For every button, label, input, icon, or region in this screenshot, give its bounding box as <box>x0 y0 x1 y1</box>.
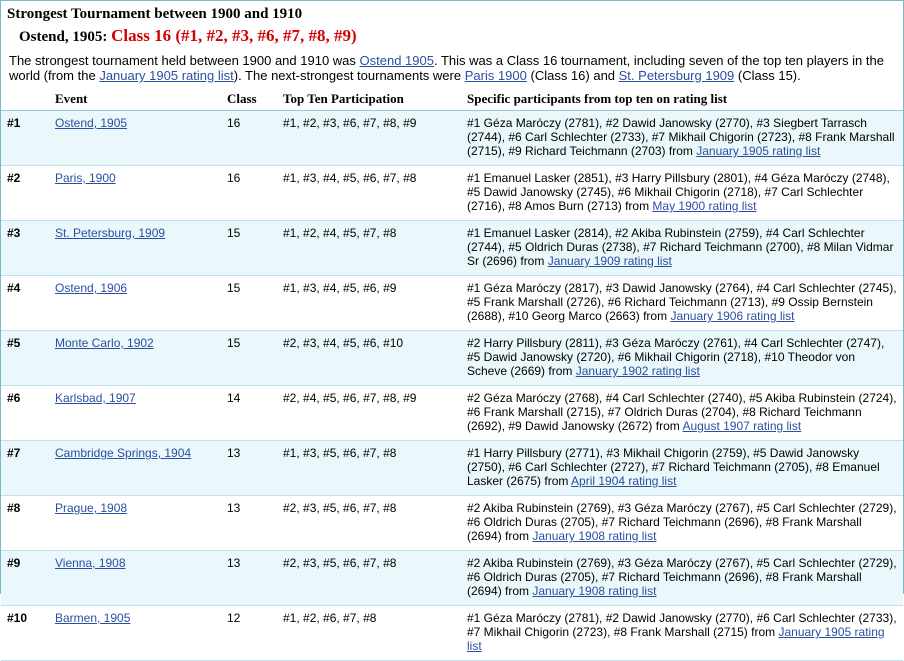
cell-rank: #4 <box>1 276 49 331</box>
participants-text: #2 Harry Pillsbury (2811), #3 Géza Maróczy (2761), #4 Carl Schlechter (2747), #5 Dawid Janowsky (2720), #6 Mikhail Chigorin (2718), #10 Theodor von Scheve (2669) from <box>467 336 885 378</box>
rating-list-link[interactable]: August 1907 rating list <box>682 419 802 433</box>
cell-event <box>49 221 221 276</box>
cell-rank: #1 <box>1 111 49 166</box>
cell-class: 12 <box>221 606 277 661</box>
participants-text: #2 Akiba Rubinstein (2769), #3 Géza Maróczy (2767), #5 Carl Schlechter (2729), #6 Oldrich Duras (2705), #7 Richard Teichmann (2696), #8 Frank Marshall (2694) from <box>467 556 897 598</box>
cell-rank: #5 <box>1 331 49 386</box>
cell-rank: #9 <box>1 551 49 606</box>
event-link[interactable]: Ostend, 1905 <box>55 116 128 130</box>
link-january-1905-rating-list[interactable]: January 1905 rating list <box>99 68 234 83</box>
table-row <box>1 276 903 331</box>
column-header-event: Event <box>49 89 221 111</box>
cell-rank: #2 <box>1 166 49 221</box>
participants-text: #1 Géza Maróczy (2817), #3 Dawid Janowsky (2764), #4 Carl Schlechter (2745), #5 Frank Marshall (2726), #6 Richard Teichmann (2713), #9 Ossip Bernstein (2688), #10 Georg Marco (2663) from <box>467 281 897 323</box>
participants-text: #2 Géza Maróczy (2768), #4 Carl Schlechter (2740), #5 Akiba Rubinstein (2724), #6 Frank Marshall (2715), #7 Oldrich Duras (2704), #8 Richard Teichmann (2692), #9 Dawid Janowsky (2672) from <box>467 391 897 433</box>
cell-participants <box>461 111 903 166</box>
rating-list-link[interactable]: April 1904 rating list <box>571 474 677 488</box>
rating-list-link[interactable]: January 1909 rating list <box>547 254 672 268</box>
page-subtitle <box>1 23 903 47</box>
event-link[interactable]: Cambridge Springs, 1904 <box>55 446 192 460</box>
intro-paragraph <box>1 47 903 89</box>
event-link[interactable]: Paris, 1900 <box>55 171 116 185</box>
cell-class: 13 <box>221 496 277 551</box>
intro-text-1: The strongest tournament held between 1900 and 1910 was <box>9 53 360 68</box>
cell-top-ten-participation: #1, #2, #4, #5, #7, #8 <box>277 221 461 276</box>
cell-event <box>49 331 221 386</box>
table-body <box>1 111 903 661</box>
cell-class: 15 <box>221 276 277 331</box>
cell-event <box>49 551 221 606</box>
participants-text: #1 Harry Pillsbury (2771), #3 Mikhail Chigorin (2759), #5 Dawid Janowsky (2750), #6 Carl Schlechter (2727), #7 Richard Teichmann (2705), #8 Emanuel Lasker (2675) from <box>467 446 880 488</box>
rating-list-link[interactable]: January 1905 rating list <box>696 144 821 158</box>
cell-event <box>49 111 221 166</box>
column-header-top-ten: Top Ten Participation <box>277 89 461 111</box>
cell-class: 15 <box>221 221 277 276</box>
cell-rank: #7 <box>1 441 49 496</box>
cell-participants <box>461 276 903 331</box>
cell-rank: #8 <box>1 496 49 551</box>
cell-top-ten-participation: #2, #3, #4, #5, #6, #10 <box>277 331 461 386</box>
cell-participants <box>461 551 903 606</box>
participants-text: #1 Emanuel Lasker (2814), #2 Akiba Rubinstein (2759), #4 Carl Schlechter (2744), #5 Oldrich Duras (2738), #7 Richard Teichmann (2700), #8 Milan Vidmar Sr (2696) from <box>467 226 894 268</box>
cell-participants <box>461 386 903 441</box>
participants-text: #1 Géza Maróczy (2781), #2 Dawid Janowsky (2770), #6 Carl Schlechter (2733), #7 Mikhail Chigorin (2723), #8 Frank Marshall (2715) from <box>467 611 897 639</box>
cell-class: 15 <box>221 331 277 386</box>
cell-event <box>49 166 221 221</box>
table-row <box>1 441 903 496</box>
column-header-rank <box>1 89 49 111</box>
link-ostend-1905[interactable]: Ostend 1905 <box>359 53 434 68</box>
cell-top-ten-participation: #1, #3, #4, #5, #6, #7, #8 <box>277 166 461 221</box>
cell-class: 13 <box>221 441 277 496</box>
cell-participants <box>461 496 903 551</box>
page-title: Strongest Tournament between 1900 and 1910 <box>7 6 303 22</box>
table-row <box>1 221 903 276</box>
table-row <box>1 551 903 606</box>
cell-participants <box>461 606 903 661</box>
table-row <box>1 606 903 661</box>
rating-list-link[interactable]: May 1900 rating list <box>652 199 757 213</box>
participants-text: #2 Akiba Rubinstein (2769), #3 Géza Maróczy (2767), #5 Carl Schlechter (2729), #6 Oldrich Duras (2705), #7 Richard Teichmann (2696), #8 Frank Marshall (2694) from <box>467 501 897 543</box>
event-link[interactable]: Karlsbad, 1907 <box>55 391 136 405</box>
event-link[interactable]: Prague, 1908 <box>55 501 128 515</box>
cell-top-ten-participation: #2, #3, #5, #6, #7, #8 <box>277 551 461 606</box>
rating-list-link[interactable]: January 1908 rating list <box>532 529 657 543</box>
event-link[interactable]: Barmen, 1905 <box>55 611 131 625</box>
tournaments-table <box>1 89 903 661</box>
event-link[interactable]: Vienna, 1908 <box>55 556 126 570</box>
table-row <box>1 331 903 386</box>
cell-top-ten-participation: #1, #2, #6, #7, #8 <box>277 606 461 661</box>
rating-list-link[interactable]: January 1905 rating list <box>467 625 885 653</box>
table-row <box>1 386 903 441</box>
rating-list-link[interactable]: January 1908 rating list <box>532 584 657 598</box>
link-st-petersburg-1909[interactable]: St. Petersburg 1909 <box>618 68 735 83</box>
cell-top-ten-participation: #1, #2, #3, #6, #7, #8, #9 <box>277 111 461 166</box>
table-header-row <box>1 89 903 111</box>
link-paris-1900[interactable]: Paris 1900 <box>464 68 527 83</box>
table-row <box>1 496 903 551</box>
cell-event <box>49 276 221 331</box>
cell-top-ten-participation: #2, #4, #5, #6, #7, #8, #9 <box>277 386 461 441</box>
cell-top-ten-participation: #1, #3, #5, #6, #7, #8 <box>277 441 461 496</box>
cell-participants <box>461 331 903 386</box>
cell-event <box>49 386 221 441</box>
table-row <box>1 166 903 221</box>
cell-class: 13 <box>221 551 277 606</box>
cell-event <box>49 496 221 551</box>
cell-class: 14 <box>221 386 277 441</box>
cell-event <box>49 606 221 661</box>
participants-text: #1 Géza Maróczy (2781), #2 Dawid Janowsky (2770), #3 Siegbert Tarrasch (2744), #6 Carl Schlechter (2733), #7 Mikhail Chigorin (2723), #8 Frank Marshall (2715), #9 Richard Teichmann (2703) from <box>467 116 895 158</box>
intro-text-3: ). The next-strongest tournaments were <box>233 68 465 83</box>
rating-list-link[interactable]: January 1906 rating list <box>670 309 795 323</box>
event-link[interactable]: Monte Carlo, 1902 <box>55 336 154 350</box>
cell-rank: #6 <box>1 386 49 441</box>
cell-participants <box>461 441 903 496</box>
intro-text-4: (Class 16) and <box>526 68 619 83</box>
cell-event <box>49 441 221 496</box>
intro-text-2: . This was a Class 16 tournament, including seven of the top ten players in the world (from the <box>9 53 884 83</box>
column-header-class: Class <box>221 89 277 111</box>
cell-participants <box>461 221 903 276</box>
cell-class: 16 <box>221 166 277 221</box>
event-link[interactable]: St. Petersburg, 1909 <box>55 226 166 240</box>
intro-text-5: (Class 15). <box>734 68 801 83</box>
cell-top-ten-participation: #1, #3, #4, #5, #6, #9 <box>277 276 461 331</box>
participants-text: #1 Emanuel Lasker (2851), #3 Harry Pillsbury (2801), #4 Géza Maróczy (2748), #5 Dawid Janowsky (2745), #6 Mikhail Chigorin (2718), #7 Carl Schlechter (2716), #8 Amos Burn (2713) from <box>467 171 890 213</box>
subtitle-prefix: Ostend, 1905: <box>19 29 112 45</box>
cell-rank: #3 <box>1 221 49 276</box>
cell-rank: #10 <box>1 606 49 661</box>
cell-top-ten-participation: #2, #3, #5, #6, #7, #8 <box>277 496 461 551</box>
column-header-participants: Specific participants from top ten on rating list <box>461 89 903 111</box>
rating-list-link[interactable]: January 1902 rating list <box>575 364 700 378</box>
event-link[interactable]: Ostend, 1906 <box>55 281 128 295</box>
subtitle-highlight: Class 16 (#1, #2, #3, #6, #7, #8, #9) <box>111 26 357 45</box>
table-row <box>1 111 903 166</box>
cell-class: 16 <box>221 111 277 166</box>
cell-participants <box>461 166 903 221</box>
